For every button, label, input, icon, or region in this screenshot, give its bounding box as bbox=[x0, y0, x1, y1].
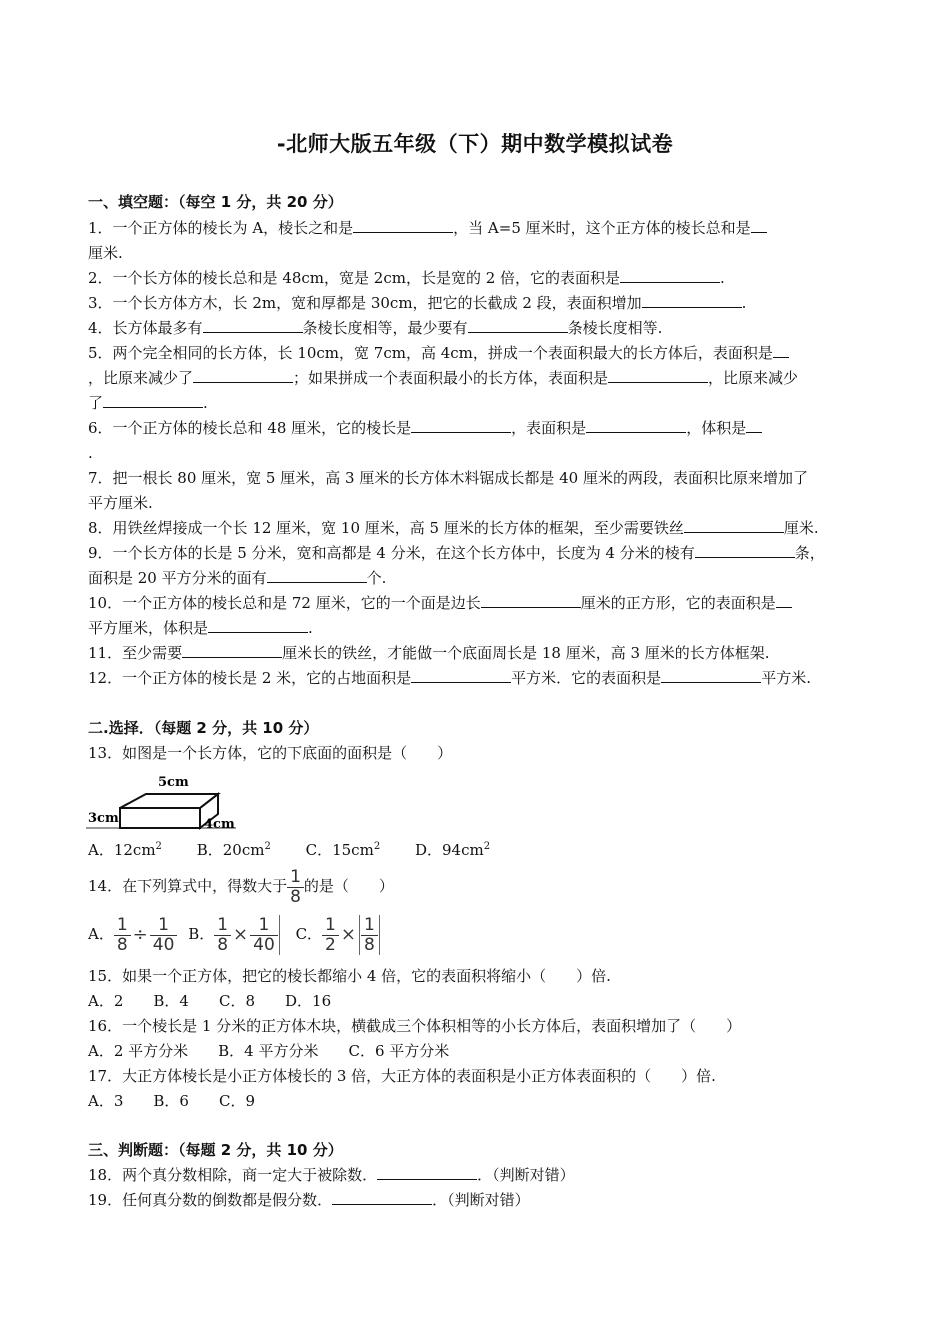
question-9-cont: 面积是 20 平方分米的面有 个. bbox=[88, 569, 387, 587]
question-12: 12．一个正方体的棱长是 2 米，它的占地面积是 平方米．它的表面积是 平方米. bbox=[88, 669, 811, 687]
question-17: 17．大正方体棱长是小正方体棱长的 3 倍，大正方体的表面积是小正方体表面积的（ ）倍. bbox=[88, 1067, 716, 1085]
option-b[interactable]: B．4 平方分米 bbox=[218, 1042, 319, 1060]
option-c[interactable]: C．$15cm^2$ bbox=[305, 841, 381, 859]
question-9: 9．一个长方体的长是 5 分米，宽和高都是 4 分米，在这个长方体中，长度为 4 分米的棱有 条， bbox=[88, 544, 825, 562]
answer-blank[interactable] bbox=[746, 418, 762, 433]
question-11: 11．至少需要 厘米长的铁丝，才能做一个底面周长是 18 厘米，高 3 厘米的长方体框架. bbox=[88, 644, 770, 662]
section-choice-heading: 二.选择．（每题 2 分，共 10 分） bbox=[88, 719, 319, 737]
answer-blank[interactable] bbox=[353, 218, 453, 233]
question-6-cont: . bbox=[88, 444, 93, 462]
section-fill-heading: 一、填空题：（每空 1 分，共 20 分） bbox=[88, 193, 343, 211]
answer-blank[interactable] bbox=[208, 618, 308, 633]
question-1-cont: 厘米. bbox=[88, 244, 123, 262]
answer-blank[interactable] bbox=[661, 668, 761, 683]
label-length: 5cm bbox=[158, 775, 189, 790]
answer-blank[interactable] bbox=[182, 643, 282, 658]
option-a[interactable]: A． $\frac{1}{8}$ ÷ $\frac{1}{40}$ bbox=[88, 925, 182, 943]
answer-blank[interactable] bbox=[684, 518, 784, 533]
question-13-options bbox=[88, 840, 878, 860]
question-2: 2．一个长方体的棱长总和是 48cm，宽是 2cm，长是宽的 2 倍，它的表面积是 . bbox=[88, 269, 725, 287]
question-16: 16．一个棱长是 1 分米的正方体木块，横截成三个体积相等的小长方体后，表面积增加了（ ） bbox=[88, 1017, 742, 1035]
question-14-options bbox=[88, 912, 878, 956]
label-height: 3cm bbox=[88, 811, 119, 826]
option-b[interactable]: B．6 bbox=[153, 1092, 189, 1110]
question-13: 13．如图是一个长方体，它的下底面的面积是（ ） bbox=[88, 744, 453, 762]
option-c[interactable]: C．9 bbox=[218, 1092, 255, 1110]
option-c[interactable]: C．6 平方分米 bbox=[348, 1042, 450, 1060]
question-3: 3．一个长方体方木，长 2m，宽和厚都是 30cm，把它的长截成 2 段，表面积增加 . bbox=[88, 294, 747, 312]
option-a[interactable]: A．3 bbox=[88, 1092, 124, 1110]
option-a[interactable]: A．$12cm^2$ bbox=[88, 841, 162, 859]
answer-blank[interactable] bbox=[411, 418, 511, 433]
answer-blank[interactable] bbox=[695, 543, 795, 558]
answer-blank[interactable] bbox=[203, 318, 303, 333]
answer-blank[interactable] bbox=[377, 1165, 477, 1180]
option-d[interactable]: D．16 bbox=[285, 992, 332, 1010]
fraction-one-eighth: $\frac{1}{8}$ bbox=[287, 868, 304, 907]
answer-blank[interactable] bbox=[103, 393, 203, 408]
option-b[interactable]: B．$20cm^2$ bbox=[196, 841, 271, 859]
question-5: 5．两个完全相同的长方体，长 10cm，宽 7cm，高 4cm，拼成一个表面积最大的长方体后，表面积是 bbox=[88, 343, 878, 363]
answer-blank[interactable] bbox=[468, 318, 568, 333]
label-width: 4cm bbox=[204, 817, 235, 832]
question-7: 7．把一根长 80 厘米，宽 5 厘米，高 3 厘米的长方体木料锯成长都是 40 厘米的两段，表面积比原来增加了 bbox=[88, 469, 808, 487]
answer-blank[interactable] bbox=[481, 593, 581, 608]
answer-blank[interactable] bbox=[620, 268, 720, 283]
question-8: 8．用铁丝焊接成一个长 12 厘米，宽 10 厘米，高 5 厘米的长方体的框架，至少需要铁丝 厘米. bbox=[88, 519, 819, 537]
answer-blank[interactable] bbox=[193, 368, 293, 383]
answer-blank[interactable] bbox=[776, 593, 792, 608]
option-b[interactable]: B．4 bbox=[153, 992, 189, 1010]
question-14: 14．在下列算式中，得数大于 $\frac{1}{8}$ 的是（ ） bbox=[88, 866, 394, 907]
option-b[interactable]: B． $\frac{1}{8}$ × $\frac{1}{40}$ bbox=[188, 925, 285, 943]
question-16-options bbox=[88, 1041, 878, 1061]
question-15-options bbox=[88, 991, 878, 1011]
answer-blank[interactable] bbox=[608, 368, 708, 383]
question-5-cont2: 了 . bbox=[88, 394, 208, 412]
answer-blank[interactable] bbox=[751, 218, 767, 233]
option-c[interactable]: C．8 bbox=[218, 992, 255, 1010]
answer-blank[interactable] bbox=[642, 293, 742, 308]
answer-blank[interactable] bbox=[267, 568, 367, 583]
answer-blank[interactable] bbox=[586, 418, 686, 433]
page-title: -北师大版五年级（下）期中数学模拟试卷 bbox=[276, 132, 674, 156]
option-d[interactable]: D．$94cm^2$ bbox=[414, 841, 491, 859]
option-a[interactable]: A．2 bbox=[88, 992, 124, 1010]
question-18: 18．两个真分数相除，商一定大于被除数． ．（判断对错） bbox=[88, 1166, 575, 1184]
option-c[interactable]: C． $\frac{1}{2}$ × $\frac{1}{8}$ bbox=[296, 925, 381, 943]
question-15: 15．如果一个正方体，把它的棱长都缩小 4 倍，它的表面积将缩小（ ）倍. bbox=[88, 967, 611, 985]
question-10: 10．一个正方体的棱长总和是 72 厘米，它的一个面是边长 厘米的正方形，它的表面积是 bbox=[88, 593, 878, 613]
question-7-cont: 平方厘米. bbox=[88, 494, 153, 512]
question-19: 19．任何真分数的倒数都是假分数． ．（判断对错） bbox=[88, 1191, 530, 1209]
question-4: 4．长方体最多有 条棱长度相等，最少要有 条棱长度相等. bbox=[88, 319, 663, 337]
question-5-cont: ，比原来减少了 ；如果拼成一个表面积最小的长方体，表面积是 ，比原来减少 bbox=[88, 369, 799, 387]
cuboid-figure bbox=[86, 770, 246, 832]
answer-blank[interactable] bbox=[332, 1190, 432, 1205]
cuboid-front-face bbox=[120, 808, 200, 828]
question-10-cont: 平方厘米，体积是 . bbox=[88, 619, 313, 637]
question-1: 1．一个正方体的棱长为 A，棱长之和是 ，当 A=5 厘米时，这个正方体的棱长总和是 bbox=[88, 218, 878, 238]
question-6: 6．一个正方体的棱长总和 48 厘米，它的棱长是 ，表面积是 ，体积是 bbox=[88, 418, 878, 438]
answer-blank[interactable] bbox=[773, 343, 789, 358]
answer-blank[interactable] bbox=[411, 668, 511, 683]
section-judge-heading: 三、判断题：（每题 2 分，共 10 分） bbox=[88, 1141, 343, 1159]
question-17-options bbox=[88, 1091, 878, 1111]
option-a[interactable]: A．2 平方分米 bbox=[88, 1042, 189, 1060]
